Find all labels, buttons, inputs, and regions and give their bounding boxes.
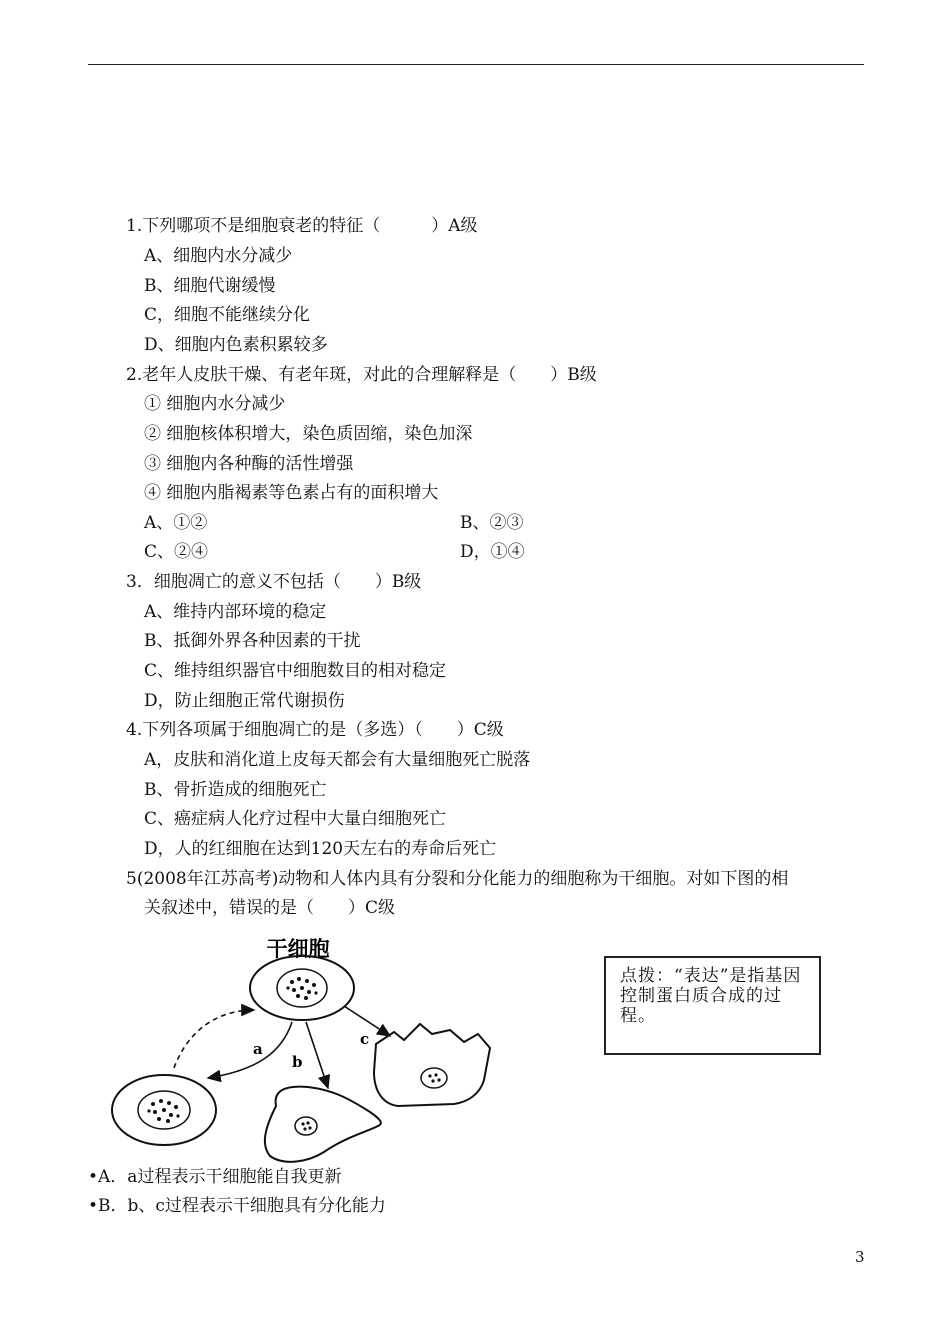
diagram-title: 干细胞 bbox=[266, 937, 330, 961]
page-number: 3 bbox=[855, 1248, 865, 1266]
dashed-arrow-self-renewal bbox=[174, 1010, 254, 1068]
q4-stem: 4.下列各项属于细胞凋亡的是（多选）（ ）C级 bbox=[126, 720, 504, 740]
differentiated-cell-c bbox=[374, 1024, 490, 1106]
arrow-a bbox=[208, 1022, 292, 1078]
q2-statement-3: ③ 细胞内各种酶的活性增强 bbox=[144, 454, 354, 474]
q2-stem: 2.老年人皮肤干燥、有老年斑，对此的合理解释是（ ）B级 bbox=[126, 365, 597, 385]
stem-cell-diagram bbox=[108, 930, 528, 1170]
q4-option-b: B、骨折造成的细胞死亡 bbox=[144, 780, 327, 800]
q3-option-d: D，防止细胞正常代谢损伤 bbox=[144, 691, 345, 711]
q3-stem: 3．细胞凋亡的意义不包括（ ）B级 bbox=[126, 572, 422, 592]
label-b: b bbox=[292, 1053, 303, 1071]
q3-option-c: C、维持组织器官中细胞数目的相对稳定 bbox=[144, 661, 447, 681]
hint-callout: 点拨：“表达”是指基因控制蛋白质合成的过程。 bbox=[604, 956, 821, 1055]
q5-stem-line2: 关叙述中，错误的是（ ）C级 bbox=[144, 898, 396, 918]
q1-option-a: A、细胞内水分减少 bbox=[144, 246, 293, 266]
differentiated-cell-b bbox=[265, 1087, 381, 1162]
q2-statement-2: ② 细胞核体积增大，染色质固缩，染色加深 bbox=[144, 424, 473, 444]
stem-cell-top bbox=[250, 956, 354, 1020]
q3-option-a: A、维持内部环境的稳定 bbox=[144, 602, 327, 622]
q1-option-d: D、细胞内色素积累较多 bbox=[144, 335, 328, 355]
header-rule bbox=[88, 64, 864, 65]
q5-option-b: •B．b、c过程表示干细胞具有分化能力 bbox=[88, 1196, 386, 1216]
q4-option-a: A，皮肤和消化道上皮每天都会有大量细胞死亡脱落 bbox=[144, 750, 531, 770]
q1-option-b: B、细胞代谢缓慢 bbox=[144, 276, 276, 296]
q5-option-a: •A．a过程表示干细胞能自我更新 bbox=[88, 1167, 342, 1187]
stem-cell-left bbox=[112, 1075, 216, 1145]
label-c: c bbox=[360, 1030, 370, 1048]
q2-option-a: A、①② bbox=[144, 513, 208, 533]
q2-statement-1: ① 细胞内水分减少 bbox=[144, 394, 286, 414]
q1-option-c: C，细胞不能继续分化 bbox=[144, 305, 311, 325]
q2-statement-4: ④ 细胞内脂褐素等色素占有的面积增大 bbox=[144, 483, 439, 503]
arrow-b bbox=[306, 1022, 328, 1088]
q2-option-b: B、②③ bbox=[460, 513, 524, 533]
q5-stem-line1: 5(2008年江苏高考)动物和人体内具有分裂和分化能力的细胞称为干细胞。对如下图的相 bbox=[126, 869, 789, 889]
q4-option-d: D，人的红细胞在达到120天左右的寿命后死亡 bbox=[144, 839, 497, 859]
label-a: a bbox=[253, 1040, 263, 1058]
q2-option-d: D，①④ bbox=[460, 542, 525, 562]
q1-stem: 1.下列哪项不是细胞衰老的特征（ ）A级 bbox=[126, 216, 478, 236]
q4-option-c: C、癌症病人化疗过程中大量白细胞死亡 bbox=[144, 809, 447, 829]
q2-option-c: C、②④ bbox=[144, 542, 209, 562]
q3-option-b: B、抵御外界各种因素的干扰 bbox=[144, 631, 361, 651]
